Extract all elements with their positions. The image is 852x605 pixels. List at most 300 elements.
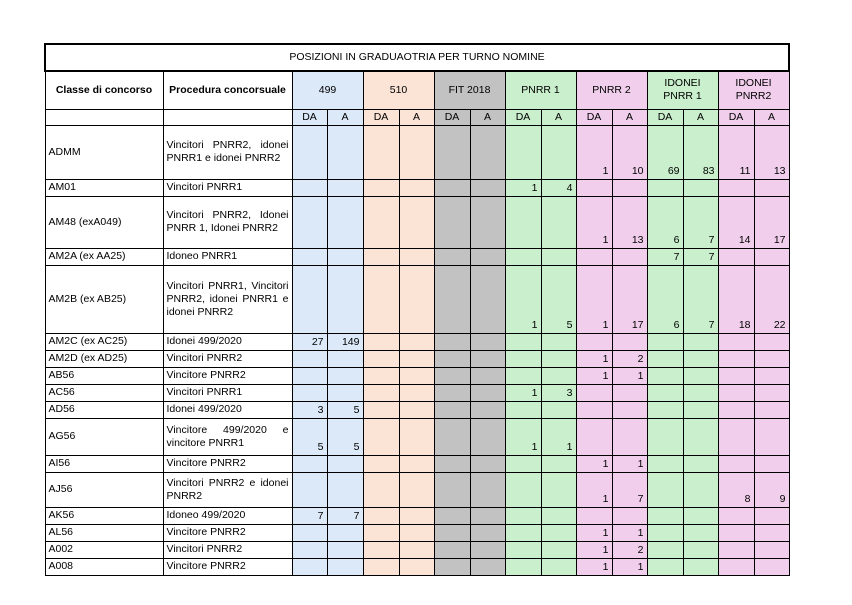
- value-cell: [718, 507, 754, 524]
- value-cell: [754, 524, 789, 541]
- value-cell: [434, 541, 470, 558]
- value-cell: [647, 472, 683, 507]
- value-cell: [541, 350, 576, 367]
- value-cell: [363, 558, 399, 575]
- value-cell: [399, 541, 434, 558]
- value-cell: [470, 179, 505, 196]
- subheader-blank: [163, 109, 292, 125]
- value-cell: 1: [576, 265, 612, 333]
- value-cell: [399, 196, 434, 248]
- value-cell: [683, 333, 718, 350]
- value-cell: [754, 350, 789, 367]
- classe-cell: AM2C (ex AC25): [45, 333, 163, 350]
- value-cell: [576, 401, 612, 418]
- value-cell: 1: [576, 455, 612, 472]
- value-cell: 1: [505, 179, 541, 196]
- value-cell: 13: [754, 125, 789, 179]
- value-cell: 1: [505, 418, 541, 455]
- value-cell: [541, 524, 576, 541]
- value-cell: [541, 558, 576, 575]
- table-row: [45, 196, 789, 248]
- value-cell: [541, 125, 576, 179]
- value-cell: [327, 265, 363, 333]
- value-cell: [683, 558, 718, 575]
- value-cell: [434, 524, 470, 541]
- value-cell: [718, 350, 754, 367]
- value-cell: [612, 384, 647, 401]
- subheader-a: A: [327, 109, 363, 125]
- value-cell: 17: [754, 196, 789, 248]
- value-cell: [754, 367, 789, 384]
- table-row: [45, 455, 789, 472]
- value-cell: 2: [612, 350, 647, 367]
- value-cell: 1: [612, 455, 647, 472]
- value-cell: 7: [612, 472, 647, 507]
- value-cell: [647, 418, 683, 455]
- value-cell: [434, 401, 470, 418]
- value-cell: [505, 524, 541, 541]
- procedura-cell: Vincitori PNRR1: [163, 179, 292, 196]
- value-cell: [612, 418, 647, 455]
- value-cell: 1: [576, 125, 612, 179]
- procedura-cell: Vincitori PNRR2: [163, 350, 292, 367]
- value-cell: [399, 558, 434, 575]
- value-cell: [470, 507, 505, 524]
- value-cell: [683, 401, 718, 418]
- value-cell: [434, 179, 470, 196]
- procedura-cell: Vincitori PNRR2, idonei PNRR1 e idonei PNRR2: [163, 125, 292, 179]
- value-cell: 1: [612, 524, 647, 541]
- value-cell: [327, 541, 363, 558]
- procedura-cell: Vincitori PNRR2 e idonei PNRR2: [163, 472, 292, 507]
- value-cell: [363, 455, 399, 472]
- value-cell: 1: [576, 524, 612, 541]
- value-cell: 27: [292, 333, 327, 350]
- value-cell: [292, 472, 327, 507]
- table-row: [45, 472, 789, 507]
- value-cell: [399, 179, 434, 196]
- procedura-cell: Vincitore PNRR2: [163, 367, 292, 384]
- value-cell: [399, 472, 434, 507]
- procedura-cell: Idonei 499/2020: [163, 333, 292, 350]
- value-cell: [292, 196, 327, 248]
- value-cell: [754, 179, 789, 196]
- subheader-blank: [45, 109, 163, 125]
- value-cell: [683, 524, 718, 541]
- value-cell: [363, 367, 399, 384]
- table-row: [45, 265, 789, 333]
- value-cell: [754, 401, 789, 418]
- value-cell: [434, 196, 470, 248]
- value-cell: [647, 179, 683, 196]
- value-cell: [718, 367, 754, 384]
- value-cell: [683, 384, 718, 401]
- value-cell: 1: [612, 558, 647, 575]
- value-cell: 9: [754, 472, 789, 507]
- value-cell: [363, 384, 399, 401]
- subheader-a: A: [470, 109, 505, 125]
- group-header: 510: [363, 71, 434, 109]
- table-row: [45, 384, 789, 401]
- group-header: IDONEI PNRR 1: [647, 71, 718, 109]
- value-cell: [363, 196, 399, 248]
- value-cell: [683, 418, 718, 455]
- value-cell: 5: [541, 265, 576, 333]
- classe-cell: AJ56: [45, 472, 163, 507]
- classe-cell: AB56: [45, 367, 163, 384]
- value-cell: [327, 179, 363, 196]
- value-cell: [541, 507, 576, 524]
- subheader-da: DA: [718, 109, 754, 125]
- value-cell: [541, 196, 576, 248]
- value-cell: [434, 507, 470, 524]
- table-row: [45, 401, 789, 418]
- value-cell: [363, 179, 399, 196]
- value-cell: [434, 350, 470, 367]
- value-cell: [718, 333, 754, 350]
- value-cell: [754, 541, 789, 558]
- procedura-cell: Vincitore 499/2020 e vincitore PNRR1: [163, 418, 292, 455]
- value-cell: 69: [647, 125, 683, 179]
- procedura-cell: Vincitori PNRR2: [163, 541, 292, 558]
- subheader-a: A: [754, 109, 789, 125]
- value-cell: [718, 248, 754, 265]
- value-cell: [292, 455, 327, 472]
- value-cell: [399, 265, 434, 333]
- value-cell: [683, 367, 718, 384]
- group-header: PNRR 1: [505, 71, 576, 109]
- classe-cell: AK56: [45, 507, 163, 524]
- value-cell: 1: [612, 367, 647, 384]
- value-cell: 1: [576, 196, 612, 248]
- value-cell: [576, 179, 612, 196]
- value-cell: [647, 367, 683, 384]
- value-cell: [576, 248, 612, 265]
- value-cell: [647, 350, 683, 367]
- value-cell: [647, 541, 683, 558]
- value-cell: 83: [683, 125, 718, 179]
- value-cell: [292, 524, 327, 541]
- value-cell: [647, 507, 683, 524]
- value-cell: [363, 350, 399, 367]
- value-cell: [434, 367, 470, 384]
- subheader-a: A: [683, 109, 718, 125]
- graduatoria-table: [44, 43, 790, 576]
- value-cell: [470, 558, 505, 575]
- value-cell: [399, 350, 434, 367]
- procedura-cell: Vincitori PNRR2, Idonei PNRR 1, Idonei PNRR2: [163, 196, 292, 248]
- value-cell: 7: [647, 248, 683, 265]
- value-cell: [470, 455, 505, 472]
- value-cell: [505, 125, 541, 179]
- value-cell: [505, 507, 541, 524]
- value-cell: [363, 333, 399, 350]
- value-cell: 5: [327, 418, 363, 455]
- subheader-a: A: [541, 109, 576, 125]
- value-cell: 1: [576, 558, 612, 575]
- value-cell: [363, 401, 399, 418]
- value-cell: [363, 125, 399, 179]
- value-cell: [470, 196, 505, 248]
- value-cell: [399, 125, 434, 179]
- table-row: [45, 507, 789, 524]
- value-cell: 13: [612, 196, 647, 248]
- table-row: [45, 179, 789, 196]
- value-cell: [434, 418, 470, 455]
- value-cell: [399, 418, 434, 455]
- value-cell: 7: [683, 196, 718, 248]
- value-cell: 17: [612, 265, 647, 333]
- value-cell: [505, 248, 541, 265]
- value-cell: 6: [647, 265, 683, 333]
- value-cell: [647, 384, 683, 401]
- value-cell: [327, 472, 363, 507]
- value-cell: [470, 125, 505, 179]
- value-cell: [470, 367, 505, 384]
- classe-cell: AI56: [45, 455, 163, 472]
- value-cell: 4: [541, 179, 576, 196]
- value-cell: 7: [683, 265, 718, 333]
- value-cell: [576, 418, 612, 455]
- value-cell: [718, 384, 754, 401]
- table-row: [45, 125, 789, 179]
- procedura-cell: Idoneo 499/2020: [163, 507, 292, 524]
- value-cell: [327, 248, 363, 265]
- value-cell: [327, 125, 363, 179]
- table-row: [45, 333, 789, 350]
- value-cell: [754, 507, 789, 524]
- subheader-da: DA: [576, 109, 612, 125]
- value-cell: [363, 524, 399, 541]
- value-cell: [505, 196, 541, 248]
- value-cell: [470, 472, 505, 507]
- value-cell: [292, 384, 327, 401]
- value-cell: [612, 507, 647, 524]
- value-cell: [718, 401, 754, 418]
- value-cell: [434, 125, 470, 179]
- value-cell: [683, 455, 718, 472]
- value-cell: [399, 367, 434, 384]
- value-cell: [612, 333, 647, 350]
- value-cell: [327, 196, 363, 248]
- table-row: [45, 558, 789, 575]
- value-cell: [327, 367, 363, 384]
- value-cell: [505, 333, 541, 350]
- value-cell: [363, 265, 399, 333]
- value-cell: 1: [541, 418, 576, 455]
- value-cell: 14: [718, 196, 754, 248]
- value-cell: 6: [647, 196, 683, 248]
- value-cell: [683, 472, 718, 507]
- value-cell: [647, 524, 683, 541]
- group-header: 499: [292, 71, 363, 109]
- value-cell: [470, 384, 505, 401]
- value-cell: [292, 350, 327, 367]
- value-cell: 11: [718, 125, 754, 179]
- value-cell: 3: [292, 401, 327, 418]
- value-cell: [363, 248, 399, 265]
- procedura-cell: Idonei 499/2020: [163, 401, 292, 418]
- classe-cell: ADMM: [45, 125, 163, 179]
- value-cell: [434, 455, 470, 472]
- value-cell: [718, 455, 754, 472]
- value-cell: [470, 333, 505, 350]
- value-cell: [292, 265, 327, 333]
- header-procedura: Procedura concorsuale: [163, 71, 292, 109]
- value-cell: [754, 418, 789, 455]
- value-cell: [434, 248, 470, 265]
- table-row: [45, 367, 789, 384]
- procedura-cell: Vincitori PNRR1: [163, 384, 292, 401]
- classe-cell: AM48 (exA049): [45, 196, 163, 248]
- value-cell: [754, 455, 789, 472]
- value-cell: 5: [327, 401, 363, 418]
- value-cell: [327, 558, 363, 575]
- table-row: [45, 524, 789, 541]
- value-cell: [541, 541, 576, 558]
- subheader-a: A: [399, 109, 434, 125]
- value-cell: 2: [612, 541, 647, 558]
- value-cell: [470, 541, 505, 558]
- value-cell: [718, 418, 754, 455]
- value-cell: [470, 265, 505, 333]
- value-cell: [470, 524, 505, 541]
- procedura-cell: Vincitore PNRR2: [163, 558, 292, 575]
- classe-cell: AG56: [45, 418, 163, 455]
- table-row: [45, 541, 789, 558]
- subheader-da: DA: [505, 109, 541, 125]
- value-cell: [434, 472, 470, 507]
- value-cell: [399, 384, 434, 401]
- classe-cell: AD56: [45, 401, 163, 418]
- value-cell: 1: [576, 367, 612, 384]
- value-cell: [718, 524, 754, 541]
- value-cell: [683, 350, 718, 367]
- value-cell: [434, 333, 470, 350]
- procedura-cell: Vincitore PNRR2: [163, 455, 292, 472]
- group-header: PNRR 2: [576, 71, 647, 109]
- value-cell: [327, 384, 363, 401]
- value-cell: [612, 401, 647, 418]
- table-title: POSIZIONI IN GRADUAOTRIA PER TURNO NOMINE: [45, 44, 789, 71]
- header-classe: Classe di concorso: [45, 71, 163, 109]
- value-cell: [434, 384, 470, 401]
- value-cell: [718, 558, 754, 575]
- value-cell: [363, 418, 399, 455]
- group-header: IDONEI PNRR2: [718, 71, 789, 109]
- value-cell: [647, 401, 683, 418]
- group-header: FIT 2018: [434, 71, 505, 109]
- classe-cell: AM2B (ex AB25): [45, 265, 163, 333]
- value-cell: [327, 455, 363, 472]
- subheader-da: DA: [647, 109, 683, 125]
- value-cell: [363, 472, 399, 507]
- value-cell: 1: [505, 384, 541, 401]
- value-cell: [718, 541, 754, 558]
- value-cell: 3: [541, 384, 576, 401]
- value-cell: [541, 455, 576, 472]
- value-cell: [647, 455, 683, 472]
- value-cell: [292, 558, 327, 575]
- value-cell: [754, 558, 789, 575]
- value-cell: [470, 350, 505, 367]
- value-cell: [470, 248, 505, 265]
- procedura-cell: Vincitore PNRR2: [163, 524, 292, 541]
- value-cell: [363, 507, 399, 524]
- value-cell: [683, 179, 718, 196]
- value-cell: 1: [576, 350, 612, 367]
- subheader-da: DA: [434, 109, 470, 125]
- value-cell: [470, 418, 505, 455]
- table-row: [45, 350, 789, 367]
- table-row: [45, 418, 789, 455]
- value-cell: [292, 367, 327, 384]
- value-cell: 22: [754, 265, 789, 333]
- value-cell: [754, 384, 789, 401]
- classe-cell: A002: [45, 541, 163, 558]
- value-cell: [647, 333, 683, 350]
- classe-cell: A008: [45, 558, 163, 575]
- value-cell: [327, 524, 363, 541]
- value-cell: [683, 541, 718, 558]
- subheader-a: A: [612, 109, 647, 125]
- value-cell: 10: [612, 125, 647, 179]
- value-cell: [470, 401, 505, 418]
- value-cell: [399, 401, 434, 418]
- value-cell: [576, 333, 612, 350]
- value-cell: 1: [505, 265, 541, 333]
- value-cell: [434, 265, 470, 333]
- value-cell: [363, 541, 399, 558]
- value-cell: [718, 179, 754, 196]
- value-cell: 1: [576, 541, 612, 558]
- procedura-cell: Idoneo PNRR1: [163, 248, 292, 265]
- value-cell: [683, 507, 718, 524]
- value-cell: [399, 507, 434, 524]
- procedura-cell: Vincitori PNRR1, Vincitori PNRR2, idonei PNRR1 e idonei PNRR2: [163, 265, 292, 333]
- value-cell: [505, 558, 541, 575]
- value-cell: [292, 248, 327, 265]
- value-cell: 1: [576, 472, 612, 507]
- value-cell: 149: [327, 333, 363, 350]
- value-cell: [541, 401, 576, 418]
- value-cell: [612, 179, 647, 196]
- value-cell: 7: [292, 507, 327, 524]
- value-cell: 7: [683, 248, 718, 265]
- value-cell: 18: [718, 265, 754, 333]
- value-cell: [541, 367, 576, 384]
- value-cell: [541, 472, 576, 507]
- value-cell: [505, 367, 541, 384]
- value-cell: [754, 333, 789, 350]
- value-cell: 5: [292, 418, 327, 455]
- value-cell: [399, 248, 434, 265]
- value-cell: [434, 558, 470, 575]
- value-cell: [292, 541, 327, 558]
- value-cell: [612, 248, 647, 265]
- value-cell: [754, 248, 789, 265]
- value-cell: [505, 472, 541, 507]
- subheader-da: DA: [292, 109, 327, 125]
- classe-cell: AL56: [45, 524, 163, 541]
- value-cell: [576, 384, 612, 401]
- value-cell: [576, 507, 612, 524]
- value-cell: [647, 558, 683, 575]
- value-cell: [292, 125, 327, 179]
- value-cell: [399, 455, 434, 472]
- table-row: [45, 248, 789, 265]
- subheader-da: DA: [363, 109, 399, 125]
